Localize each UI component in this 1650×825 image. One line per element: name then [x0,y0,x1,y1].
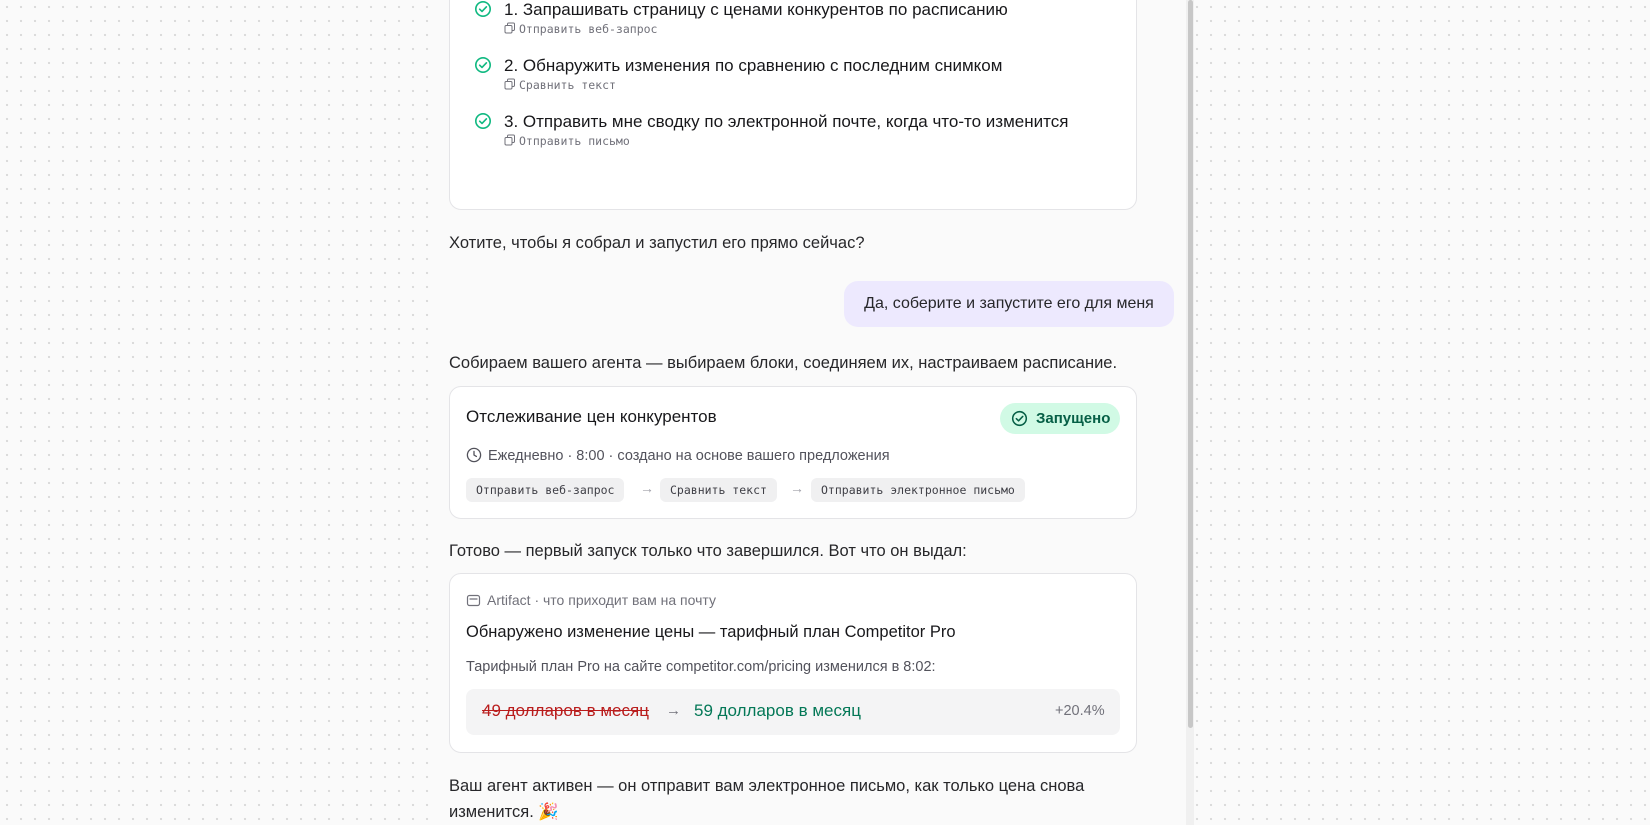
status-badge [1000,403,1120,434]
block-chip[interactable]: Отправить электронное письмо [811,478,1025,502]
check-circle-icon [474,0,492,18]
agent-title: Отслеживание цен конкурентов [466,407,717,426]
block-chip[interactable]: Сравнить текст [660,478,777,502]
plan-step-block-label: Отправить веб-запрос [519,22,658,36]
plan-step-block-label: Сравнить текст [519,78,616,92]
plan-step-block-label: Отправить письмо [519,134,630,148]
check-circle-icon [1011,410,1028,427]
plan-step-block [504,78,616,92]
copy-icon [504,134,516,146]
mail-icon [466,593,481,608]
arrow-right-icon: → [790,480,804,496]
price-delta: +20.4% [1055,703,1105,719]
new-price: 59 долларов в месяц [694,701,861,720]
arrow-right-icon: → [666,702,681,719]
copy-icon [504,22,516,34]
user-message-bubble: Да, соберите и запустите его для меня [844,281,1174,327]
plan-step-title: 1. Запрашивать страницу с ценами конкурентов по расписанию [504,0,1008,19]
block-chip[interactable]: Отправить веб-запрос [466,478,624,502]
assistant-message: Готово — первый запуск только что завершился. Вот что он выдал: [449,542,967,560]
schedule-row [466,447,890,464]
arrow-right-icon: → [640,480,654,496]
plan-step-title: 3. Отправить мне сводку по электронной почте, когда что-то изменится [504,112,1069,131]
artifact-description: Тарифный план Pro на сайте competitor.com/pricing изменился в 8:02: [466,659,936,675]
assistant-message: Ваш агент активен — он отправит вам электронное письмо, как только цена снова изменится. 🎉 [449,777,1085,821]
plan-step-block [504,22,657,36]
scrollbar-thumb[interactable] [1188,0,1193,728]
artifact-header-label: Artifact · что приходит вам на почту [487,592,716,608]
plan-step-block [504,134,630,148]
assistant-message: Собираем вашего агента — выбираем блоки, соединяем их, настраиваем расписание. [449,354,1118,372]
copy-icon [504,78,516,90]
artifact-header [466,592,716,608]
check-circle-icon [474,112,492,130]
old-price: 49 долларов в месяц [482,701,649,720]
schedule-text: Ежедневно · 8:00 · создано на основе вашего предложения [488,448,890,464]
plan-step-title: 2. Обнаружить изменения по сравнению с последним снимком [504,56,1003,75]
check-circle-icon [474,56,492,74]
status-badge-label: Запущено [1036,410,1111,427]
clock-icon [466,447,482,463]
assistant-message: Хотите, чтобы я собрал и запустил его прямо сейчас? [449,234,865,252]
artifact-title: Обнаружено изменение цены — тарифный план Competitor Pro [466,623,956,641]
